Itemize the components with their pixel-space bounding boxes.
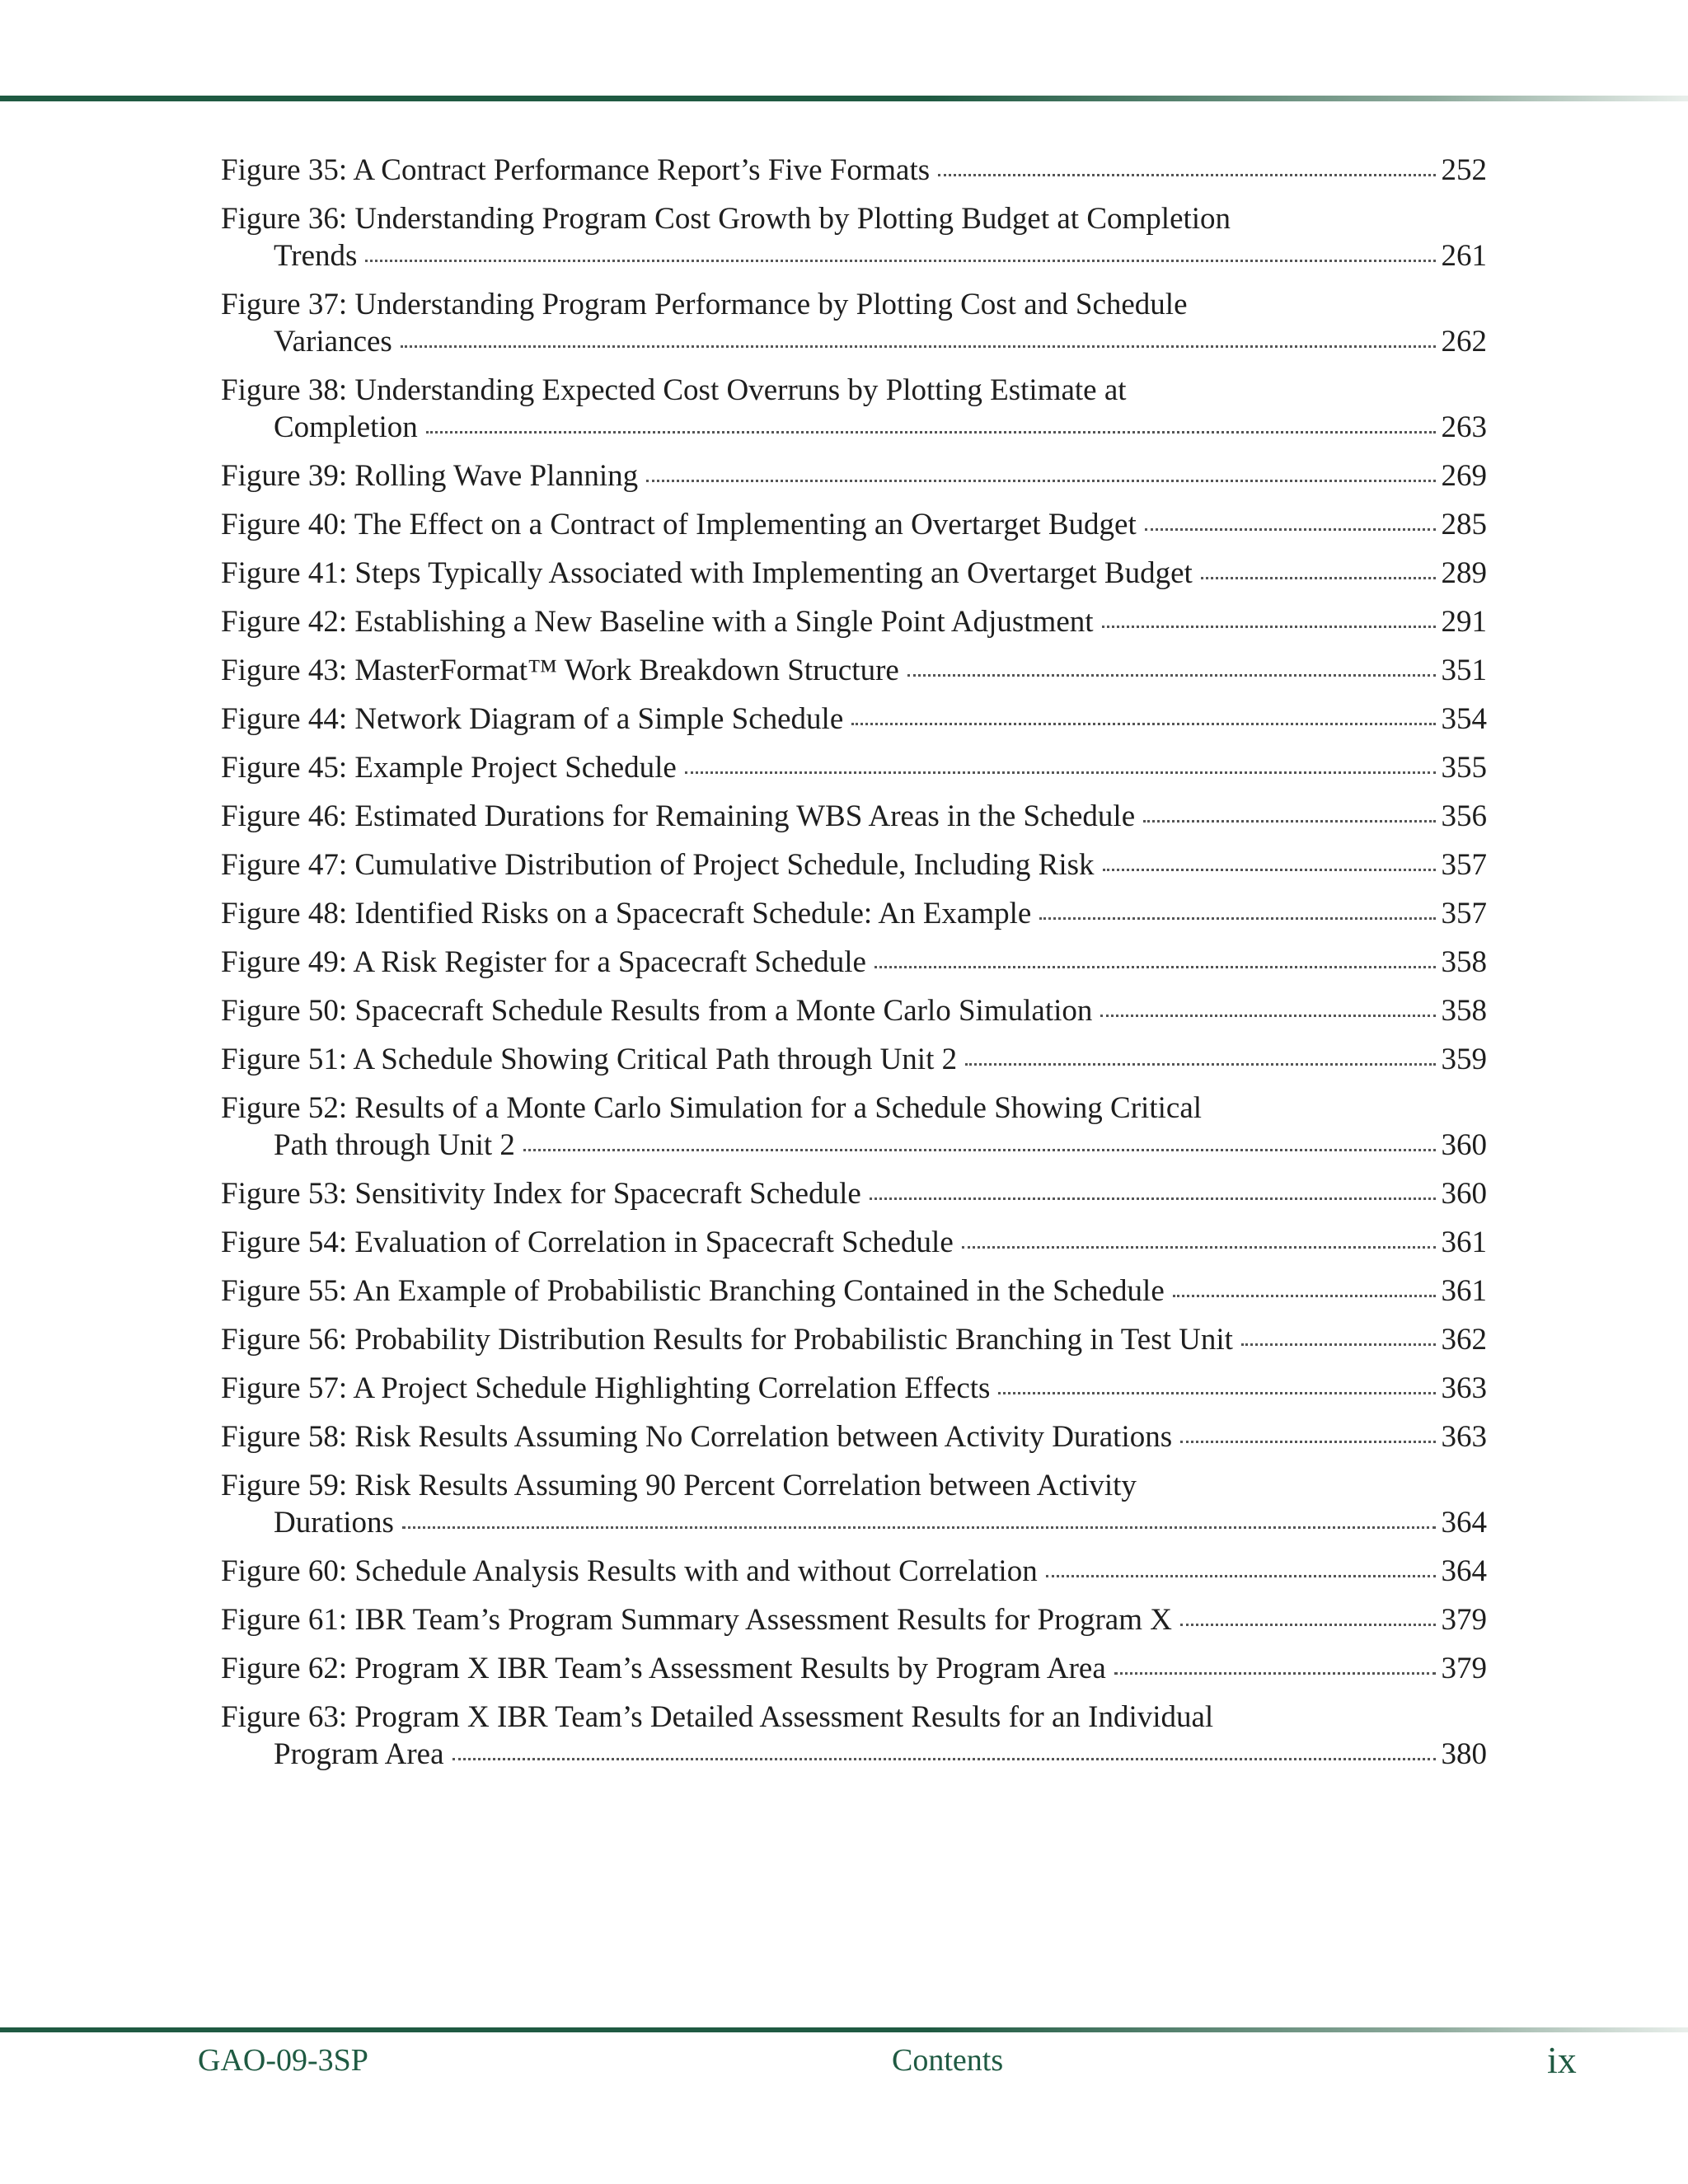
toc-entry-line: [221, 1553, 1487, 1590]
toc-entry-title: Figure 56: Probability Distribution Results for Probabilistic Branching in Test Unit: [221, 1323, 1233, 1357]
dot-leader: [965, 1063, 1436, 1066]
toc-entry[interactable]: [221, 555, 1487, 592]
toc-entry-title: Figure 43: MasterFormat™ Work Breakdown Structure: [221, 654, 899, 687]
toc-entry-line: [221, 749, 1487, 786]
toc-entry[interactable]: [221, 1272, 1487, 1310]
toc-page-number: 269: [1441, 459, 1487, 493]
footer-page-number: ix: [1547, 2039, 1577, 2081]
toc-entry-line: [221, 944, 1487, 981]
footer-doc-id: GAO-09-3SP: [198, 2043, 368, 2078]
toc-entry[interactable]: [221, 1090, 1487, 1164]
toc-page-number: 262: [1441, 325, 1487, 359]
toc-entry-title: Figure 36: Understanding Program Cost Growth by Plotting Budget at Completion: [221, 202, 1231, 236]
dot-leader: [1241, 1343, 1436, 1346]
toc-entry[interactable]: [221, 1553, 1487, 1590]
toc-entry-title: Figure 45: Example Project Schedule: [221, 751, 677, 785]
toc-entry-title: Figure 63: Program X IBR Team’s Detailed Assessment Results for an Individual: [221, 1700, 1214, 1734]
toc-entry-title: Figure 58: Risk Results Assuming No Correlation between Activity Durations: [221, 1420, 1173, 1454]
toc-entry-line: [221, 372, 1487, 409]
dot-leader: [1145, 528, 1436, 531]
toc-entry-line: [221, 200, 1487, 237]
toc-page-number: 351: [1441, 654, 1487, 687]
dot-leader: [1102, 626, 1436, 628]
dot-leader: [452, 1758, 1436, 1760]
toc-entry-title: Figure 60: Schedule Analysis Results with and without Correlation: [221, 1554, 1038, 1588]
toc-entry-title: Figure 54: Evaluation of Correlation in Spacecraft Schedule: [221, 1226, 954, 1259]
toc-entry[interactable]: [221, 1321, 1487, 1358]
dot-leader: [998, 1392, 1436, 1394]
toc-entry-title: Figure 41: Steps Typically Associated with Implementing an Overtarget Budget: [221, 556, 1193, 590]
footer-section-title: Contents: [892, 2043, 1004, 2078]
toc-page-number: 358: [1441, 994, 1487, 1028]
toc-page-number: 359: [1441, 1043, 1487, 1076]
toc-page-number: 355: [1441, 751, 1487, 785]
toc-entry-title: Figure 40: The Effect on a Contract of Implementing an Overtarget Budget: [221, 508, 1137, 541]
dot-leader: [874, 966, 1436, 968]
toc-entry[interactable]: [221, 1370, 1487, 1407]
toc-entry-line: [221, 1418, 1487, 1455]
toc-entry[interactable]: [221, 457, 1487, 494]
dot-leader: [523, 1149, 1436, 1151]
toc-entry-title: Variances: [274, 325, 392, 359]
toc-entry[interactable]: [221, 1467, 1487, 1541]
dot-leader: [646, 480, 1436, 482]
toc-entry-title: Figure 35: A Contract Performance Report’s Five Formats: [221, 153, 931, 187]
toc-entry-line: [221, 1601, 1487, 1638]
toc-entry-line: [221, 1370, 1487, 1407]
toc-entry-title: Figure 50: Spacecraft Schedule Results from a Monte Carlo Simulation: [221, 994, 1093, 1028]
toc-page-number: 360: [1441, 1128, 1487, 1162]
toc-page-number: 289: [1441, 556, 1487, 590]
dot-leader: [1180, 1624, 1436, 1626]
toc-entry-title: Figure 37: Understanding Program Performance by Plotting Cost and Schedule: [221, 288, 1188, 321]
toc-page-number: 356: [1441, 799, 1487, 833]
toc-entry-line: [221, 1272, 1487, 1310]
toc-entry[interactable]: [221, 1650, 1487, 1687]
toc-entry[interactable]: [221, 1224, 1487, 1261]
dot-leader: [1114, 1672, 1436, 1675]
toc-page-number: 261: [1441, 239, 1487, 273]
dot-leader: [1046, 1575, 1436, 1577]
dot-leader: [401, 345, 1436, 348]
toc-entry-line: [221, 652, 1487, 689]
toc-entry-title: Figure 39: Rolling Wave Planning: [221, 459, 639, 493]
toc-entry-line: [221, 457, 1487, 494]
toc-entry-line: [221, 1699, 1487, 1736]
dot-leader: [851, 723, 1436, 725]
toc-entry[interactable]: [221, 895, 1487, 932]
toc-page-number: 357: [1441, 848, 1487, 882]
toc-page-number: 363: [1441, 1371, 1487, 1405]
toc-page-number: 379: [1441, 1652, 1487, 1685]
toc-entry-line: [221, 1467, 1487, 1504]
dot-leader: [1201, 577, 1436, 579]
toc-entry[interactable]: [221, 1601, 1487, 1638]
dot-leader: [685, 771, 1436, 774]
toc-page-number: 358: [1441, 945, 1487, 979]
dot-leader: [1100, 1015, 1436, 1017]
toc-page-number: 362: [1441, 1323, 1487, 1357]
toc-entry[interactable]: [221, 152, 1487, 189]
toc-entry[interactable]: [221, 798, 1487, 835]
toc-entry-line: [221, 555, 1487, 592]
toc-entry-title: Figure 44: Network Diagram of a Simple Schedule: [221, 702, 844, 736]
toc-entry-title: Figure 62: Program X IBR Team’s Assessment Results by Program Area: [221, 1652, 1106, 1685]
toc-page-number: 361: [1441, 1226, 1487, 1259]
toc-page-number: 263: [1441, 410, 1487, 444]
dot-leader: [402, 1526, 1436, 1529]
toc-page-number: 379: [1441, 1603, 1487, 1637]
toc-entry[interactable]: [221, 992, 1487, 1029]
toc-entry-title: Figure 49: A Risk Register for a Spacecraft Schedule: [221, 945, 866, 979]
dot-leader: [365, 260, 1436, 262]
toc-entry-title: Figure 55: An Example of Probabilistic Branching Contained in the Schedule: [221, 1274, 1165, 1308]
toc-entry-line: [221, 409, 1487, 446]
toc-page-number: 252: [1441, 153, 1487, 187]
toc-page-number: 361: [1441, 1274, 1487, 1308]
toc-page-number: 364: [1441, 1506, 1487, 1540]
toc-entry-title: Trends: [274, 239, 358, 273]
dot-leader: [1143, 820, 1436, 823]
toc-entry[interactable]: [221, 506, 1487, 543]
toc-entry-title: Figure 42: Establishing a New Baseline with a Single Point Adjustment: [221, 605, 1094, 639]
toc-entry-title: Completion: [274, 410, 418, 444]
toc-entry[interactable]: [221, 701, 1487, 738]
toc-entry-title: Figure 46: Estimated Durations for Remaining WBS Areas in the Schedule: [221, 799, 1136, 833]
list-of-figures: [221, 152, 1487, 1784]
toc-entry-title: Figure 51: A Schedule Showing Critical Path through Unit 2: [221, 1043, 958, 1076]
toc-entry[interactable]: [221, 1699, 1487, 1773]
dot-leader: [1173, 1295, 1436, 1297]
toc-entry-line: [221, 286, 1487, 323]
dot-leader: [1039, 917, 1436, 920]
toc-entry-line: [221, 701, 1487, 738]
toc-entry[interactable]: [221, 944, 1487, 981]
toc-entry[interactable]: [221, 652, 1487, 689]
dot-leader: [870, 1197, 1436, 1200]
toc-entry-title: Figure 38: Understanding Expected Cost Overruns by Plotting Estimate at: [221, 373, 1127, 407]
toc-entry-line: [221, 846, 1487, 883]
toc-entry[interactable]: [221, 372, 1487, 446]
toc-page-number: 360: [1441, 1177, 1487, 1211]
toc-entry-line: [221, 1090, 1487, 1127]
toc-entry-line: [221, 1736, 1487, 1773]
toc-entry[interactable]: [221, 1175, 1487, 1212]
dot-leader: [426, 431, 1436, 434]
toc-entry-line: [221, 1224, 1487, 1261]
toc-entry-title: Figure 52: Results of a Monte Carlo Simulation for a Schedule Showing Critical: [221, 1091, 1203, 1125]
toc-page-number: 364: [1441, 1554, 1487, 1588]
toc-entry-title: Figure 53: Sensitivity Index for Spacecraft Schedule: [221, 1177, 861, 1211]
top-rule: [0, 96, 1688, 101]
toc-entry[interactable]: [221, 846, 1487, 883]
toc-entry-line: [221, 152, 1487, 189]
dot-leader: [1180, 1441, 1436, 1443]
toc-entry-line: [221, 1127, 1487, 1164]
toc-entry-line: [221, 237, 1487, 274]
dot-leader: [1103, 869, 1436, 871]
dot-leader: [962, 1246, 1436, 1249]
dot-leader: [938, 174, 1436, 176]
toc-entry-line: [221, 798, 1487, 835]
toc-page-number: 354: [1441, 702, 1487, 736]
toc-entry-title: Figure 59: Risk Results Assuming 90 Percent Correlation between Activity: [221, 1469, 1137, 1502]
toc-page-number: 291: [1441, 605, 1487, 639]
toc-entry-line: [221, 603, 1487, 640]
toc-page-number: 357: [1441, 897, 1487, 930]
toc-entry[interactable]: [221, 749, 1487, 786]
toc-entry[interactable]: [221, 1041, 1487, 1078]
toc-page-number: 380: [1441, 1737, 1487, 1771]
toc-entry[interactable]: [221, 200, 1487, 274]
toc-entry-title: Durations: [274, 1506, 394, 1540]
toc-entry-line: [221, 323, 1487, 360]
toc-entry-line: [221, 1321, 1487, 1358]
toc-entry-line: [221, 895, 1487, 932]
toc-entry-title: Program Area: [274, 1737, 444, 1771]
toc-entry-line: [221, 992, 1487, 1029]
toc-entry[interactable]: [221, 286, 1487, 360]
toc-entry-line: [221, 1650, 1487, 1687]
toc-entry-title: Figure 57: A Project Schedule Highlighting Correlation Effects: [221, 1371, 991, 1405]
toc-entry-title: Figure 48: Identified Risks on a Spacecraft Schedule: An Example: [221, 897, 1032, 930]
dot-leader: [907, 674, 1436, 677]
toc-entry[interactable]: [221, 603, 1487, 640]
toc-entry-line: [221, 1041, 1487, 1078]
toc-entry[interactable]: [221, 1418, 1487, 1455]
toc-entry-title: Figure 47: Cumulative Distribution of Project Schedule, Including Risk: [221, 848, 1095, 882]
toc-page-number: 363: [1441, 1420, 1487, 1454]
footer-rule: [0, 2027, 1688, 2032]
toc-entry-line: [221, 1175, 1487, 1212]
toc-entry-title: Path through Unit 2: [274, 1128, 515, 1162]
toc-entry-title: Figure 61: IBR Team’s Program Summary Assessment Results for Program X: [221, 1603, 1172, 1637]
toc-entry-line: [221, 506, 1487, 543]
toc-page-number: 285: [1441, 508, 1487, 541]
toc-entry-line: [221, 1504, 1487, 1541]
